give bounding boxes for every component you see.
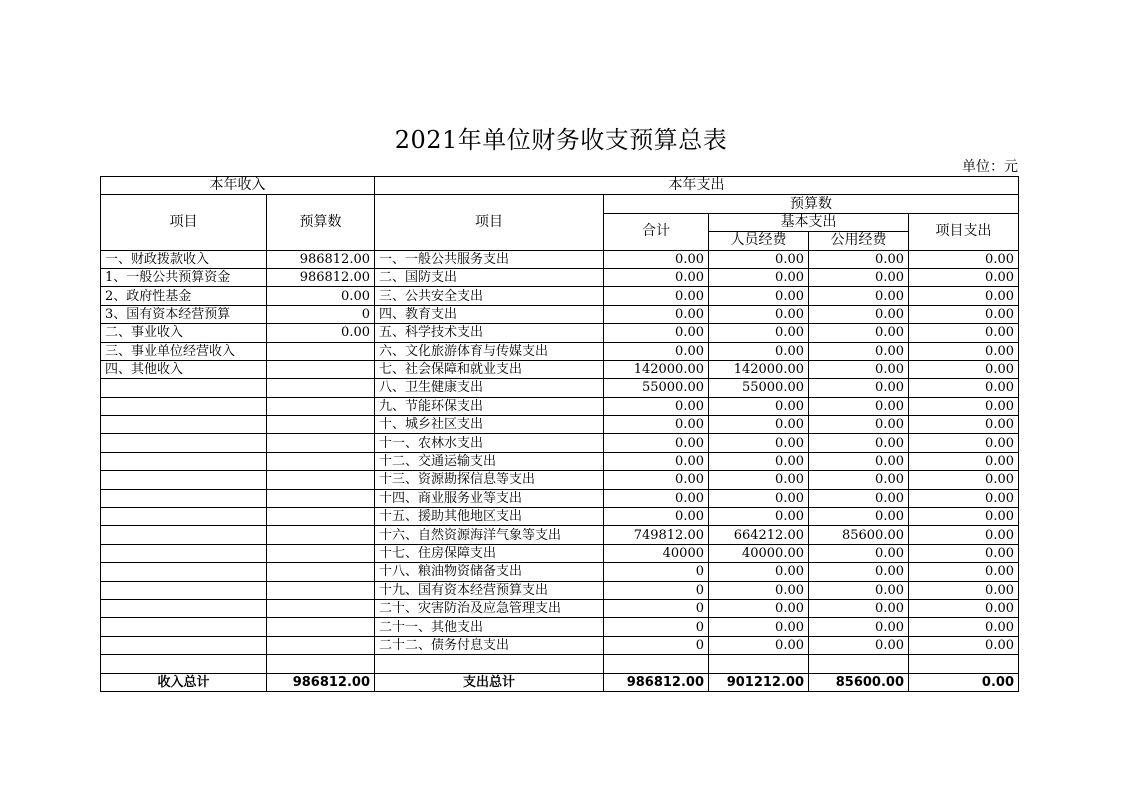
total-cell: 0.00	[604, 452, 709, 470]
total-cell: 0	[604, 618, 709, 636]
expense-item-header: 项目	[375, 195, 604, 250]
table-row	[101, 434, 1019, 452]
expense-item-cell: 二十二、债务付息支出	[375, 636, 604, 654]
personnel-header: 人员经费	[709, 232, 809, 250]
project-cell: 0.00	[909, 508, 1019, 526]
income-value-cell: 986812.00	[267, 250, 375, 268]
total-header: 合计	[604, 213, 709, 250]
public-cell: 85600.00	[809, 526, 909, 544]
income-item-cell: 一、财政拨款收入	[101, 250, 267, 268]
project-cell	[909, 655, 1019, 673]
personnel-cell: 0.00	[709, 452, 809, 470]
personnel-cell: 0.00	[709, 581, 809, 599]
income-item-header: 项目	[101, 195, 267, 250]
personnel-total-value: 901212.00	[709, 673, 809, 691]
income-value-cell	[267, 544, 375, 562]
table-row	[101, 471, 1019, 489]
total-cell: 0.00	[604, 287, 709, 305]
expense-header: 本年支出	[375, 177, 1019, 195]
income-item-cell	[101, 581, 267, 599]
personnel-cell: 0.00	[709, 305, 809, 323]
project-cell: 0.00	[909, 342, 1019, 360]
income-item-cell	[101, 636, 267, 654]
income-value-cell	[267, 397, 375, 415]
expense-item-cell: 十六、自然资源海洋气象等支出	[375, 526, 604, 544]
project-cell: 0.00	[909, 599, 1019, 617]
total-cell: 0.00	[604, 416, 709, 434]
income-item-cell	[101, 655, 267, 673]
personnel-cell: 0.00	[709, 471, 809, 489]
income-value-cell	[267, 599, 375, 617]
personnel-cell: 142000.00	[709, 360, 809, 378]
table-row	[101, 618, 1019, 636]
table-row	[101, 581, 1019, 599]
expense-item-cell: 六、文化旅游体育与传媒支出	[375, 342, 604, 360]
budget-table	[100, 176, 1019, 692]
personnel-cell: 0.00	[709, 416, 809, 434]
table-row	[101, 268, 1019, 286]
project-cell: 0.00	[909, 636, 1019, 654]
public-cell: 0.00	[809, 250, 909, 268]
table-row	[101, 342, 1019, 360]
total-cell: 0	[604, 636, 709, 654]
income-item-cell	[101, 397, 267, 415]
expense-item-cell: 八、卫生健康支出	[375, 379, 604, 397]
project-header: 项目支出	[909, 213, 1019, 250]
income-value-cell	[267, 360, 375, 378]
personnel-cell: 0.00	[709, 599, 809, 617]
total-cell: 0.00	[604, 508, 709, 526]
personnel-cell: 0.00	[709, 434, 809, 452]
project-cell: 0.00	[909, 544, 1019, 562]
project-cell: 0.00	[909, 268, 1019, 286]
income-item-cell	[101, 508, 267, 526]
income-item-cell	[101, 489, 267, 507]
income-item-cell	[101, 471, 267, 489]
public-cell: 0.00	[809, 471, 909, 489]
public-cell: 0.00	[809, 508, 909, 526]
expense-item-cell: 二、国防支出	[375, 268, 604, 286]
project-cell: 0.00	[909, 250, 1019, 268]
total-cell: 0.00	[604, 250, 709, 268]
total-cell: 40000	[604, 544, 709, 562]
expense-item-cell: 十四、商业服务业等支出	[375, 489, 604, 507]
public-header: 公用经费	[809, 232, 909, 250]
project-cell: 0.00	[909, 452, 1019, 470]
public-cell: 0.00	[809, 452, 909, 470]
table-row	[101, 655, 1019, 673]
income-item-cell	[101, 416, 267, 434]
table-row	[101, 250, 1019, 268]
income-item-cell	[101, 452, 267, 470]
income-value-cell	[267, 508, 375, 526]
project-cell: 0.00	[909, 618, 1019, 636]
project-cell: 0.00	[909, 563, 1019, 581]
table-row	[101, 416, 1019, 434]
public-cell: 0.00	[809, 599, 909, 617]
personnel-cell: 0.00	[709, 342, 809, 360]
total-cell: 0.00	[604, 342, 709, 360]
public-cell	[809, 655, 909, 673]
income-item-cell	[101, 618, 267, 636]
public-cell: 0.00	[809, 544, 909, 562]
public-cell: 0.00	[809, 636, 909, 654]
project-cell: 0.00	[909, 379, 1019, 397]
income-value-cell	[267, 489, 375, 507]
total-cell: 749812.00	[604, 526, 709, 544]
income-item-cell	[101, 544, 267, 562]
public-cell: 0.00	[809, 434, 909, 452]
public-cell: 0.00	[809, 287, 909, 305]
income-value-cell: 986812.00	[267, 268, 375, 286]
project-cell: 0.00	[909, 526, 1019, 544]
expense-item-cell: 七、社会保障和就业支出	[375, 360, 604, 378]
total-cell: 142000.00	[604, 360, 709, 378]
table-row	[101, 508, 1019, 526]
expense-budget-header: 预算数	[604, 195, 1019, 213]
project-cell: 0.00	[909, 581, 1019, 599]
public-cell: 0.00	[809, 379, 909, 397]
header-row-2	[101, 195, 1019, 213]
table-row	[101, 544, 1019, 562]
income-value-cell	[267, 379, 375, 397]
total-cell: 0.00	[604, 471, 709, 489]
total-cell: 0.00	[604, 489, 709, 507]
table-row	[101, 489, 1019, 507]
public-cell: 0.00	[809, 268, 909, 286]
total-cell: 0	[604, 599, 709, 617]
income-budget-header: 预算数	[267, 195, 375, 250]
public-cell: 0.00	[809, 397, 909, 415]
table-row	[101, 324, 1019, 342]
public-cell: 0.00	[809, 324, 909, 342]
total-cell: 0.00	[604, 324, 709, 342]
project-cell: 0.00	[909, 397, 1019, 415]
project-cell: 0.00	[909, 434, 1019, 452]
expense-item-cell: 十九、国有资本经营预算支出	[375, 581, 604, 599]
total-cell: 0.00	[604, 305, 709, 323]
income-value-cell	[267, 526, 375, 544]
income-value-cell	[267, 563, 375, 581]
income-value-cell	[267, 342, 375, 360]
expense-item-cell: 十、城乡社区支出	[375, 416, 604, 434]
project-cell: 0.00	[909, 416, 1019, 434]
header-row-1	[101, 177, 1019, 195]
expense-total-label: 支出总计	[375, 673, 604, 691]
personnel-cell: 0.00	[709, 636, 809, 654]
public-cell: 0.00	[809, 581, 909, 599]
income-value-cell	[267, 618, 375, 636]
personnel-cell: 0.00	[709, 268, 809, 286]
income-value-cell	[267, 636, 375, 654]
expense-item-cell: 一、一般公共服务支出	[375, 250, 604, 268]
income-item-cell	[101, 599, 267, 617]
personnel-cell: 0.00	[709, 287, 809, 305]
expense-item-cell: 十二、交通运输支出	[375, 452, 604, 470]
unit-label: 单位：元	[962, 159, 1018, 175]
expense-item-cell: 三、公共安全支出	[375, 287, 604, 305]
expense-item-cell	[375, 655, 604, 673]
expense-item-cell: 十八、粮油物资储备支出	[375, 563, 604, 581]
income-value-cell: 0.00	[267, 287, 375, 305]
income-value-cell: 0.00	[267, 324, 375, 342]
income-total-label: 收入总计	[101, 673, 267, 691]
project-cell: 0.00	[909, 471, 1019, 489]
project-cell: 0.00	[909, 305, 1019, 323]
income-total-value: 986812.00	[267, 673, 375, 691]
income-header: 本年收入	[101, 177, 375, 195]
public-total-value: 85600.00	[809, 673, 909, 691]
income-item-cell: 二、事业收入	[101, 324, 267, 342]
total-cell: 55000.00	[604, 379, 709, 397]
total-cell: 0.00	[604, 434, 709, 452]
expense-item-cell: 十七、住房保障支出	[375, 544, 604, 562]
income-item-cell: 3、国有资本经营预算	[101, 305, 267, 323]
project-total-value: 0.00	[909, 673, 1019, 691]
table-row	[101, 636, 1019, 654]
public-cell: 0.00	[809, 563, 909, 581]
personnel-cell: 40000.00	[709, 544, 809, 562]
income-value-cell	[267, 416, 375, 434]
public-cell: 0.00	[809, 342, 909, 360]
income-value-cell	[267, 581, 375, 599]
personnel-cell: 0.00	[709, 489, 809, 507]
personnel-cell	[709, 655, 809, 673]
project-cell: 0.00	[909, 324, 1019, 342]
table-row	[101, 287, 1019, 305]
total-cell: 0.00	[604, 268, 709, 286]
total-cell: 0.00	[604, 397, 709, 415]
income-item-cell	[101, 563, 267, 581]
table-row	[101, 563, 1019, 581]
income-item-cell: 四、其他收入	[101, 360, 267, 378]
personnel-cell: 55000.00	[709, 379, 809, 397]
table-row	[101, 599, 1019, 617]
project-cell: 0.00	[909, 360, 1019, 378]
expense-item-cell: 九、节能环保支出	[375, 397, 604, 415]
totals-row	[101, 673, 1019, 691]
income-item-cell	[101, 379, 267, 397]
income-value-cell	[267, 471, 375, 489]
project-cell: 0.00	[909, 489, 1019, 507]
personnel-cell: 0.00	[709, 618, 809, 636]
expense-item-cell: 二十一、其他支出	[375, 618, 604, 636]
public-cell: 0.00	[809, 360, 909, 378]
table-row	[101, 360, 1019, 378]
public-cell: 0.00	[809, 305, 909, 323]
income-item-cell: 1、一般公共预算资金	[101, 268, 267, 286]
table-row	[101, 526, 1019, 544]
income-item-cell	[101, 526, 267, 544]
public-cell: 0.00	[809, 416, 909, 434]
personnel-cell: 0.00	[709, 508, 809, 526]
personnel-cell: 664212.00	[709, 526, 809, 544]
table-row	[101, 379, 1019, 397]
table-row	[101, 397, 1019, 415]
income-item-cell	[101, 434, 267, 452]
personnel-cell: 0.00	[709, 250, 809, 268]
expense-total-value: 986812.00	[604, 673, 709, 691]
page-title: 2021年单位财务收支预算总表	[394, 126, 728, 154]
table-row	[101, 305, 1019, 323]
income-value-cell	[267, 434, 375, 452]
personnel-cell: 0.00	[709, 563, 809, 581]
expense-item-cell: 四、教育支出	[375, 305, 604, 323]
public-cell: 0.00	[809, 618, 909, 636]
income-value-cell	[267, 655, 375, 673]
total-cell	[604, 655, 709, 673]
income-value-cell	[267, 452, 375, 470]
expense-item-cell: 二十、灾害防治及应急管理支出	[375, 599, 604, 617]
income-value-cell: 0	[267, 305, 375, 323]
income-item-cell: 三、事业单位经营收入	[101, 342, 267, 360]
expense-item-cell: 十一、农林水支出	[375, 434, 604, 452]
expense-item-cell: 五、科学技术支出	[375, 324, 604, 342]
table-row	[101, 452, 1019, 470]
personnel-cell: 0.00	[709, 397, 809, 415]
personnel-cell: 0.00	[709, 324, 809, 342]
public-cell: 0.00	[809, 489, 909, 507]
expense-item-cell: 十三、资源勘探信息等支出	[375, 471, 604, 489]
total-cell: 0	[604, 563, 709, 581]
basic-header: 基本支出	[709, 213, 909, 231]
income-item-cell: 2、政府性基金	[101, 287, 267, 305]
project-cell: 0.00	[909, 287, 1019, 305]
expense-item-cell: 十五、援助其他地区支出	[375, 508, 604, 526]
total-cell: 0	[604, 581, 709, 599]
